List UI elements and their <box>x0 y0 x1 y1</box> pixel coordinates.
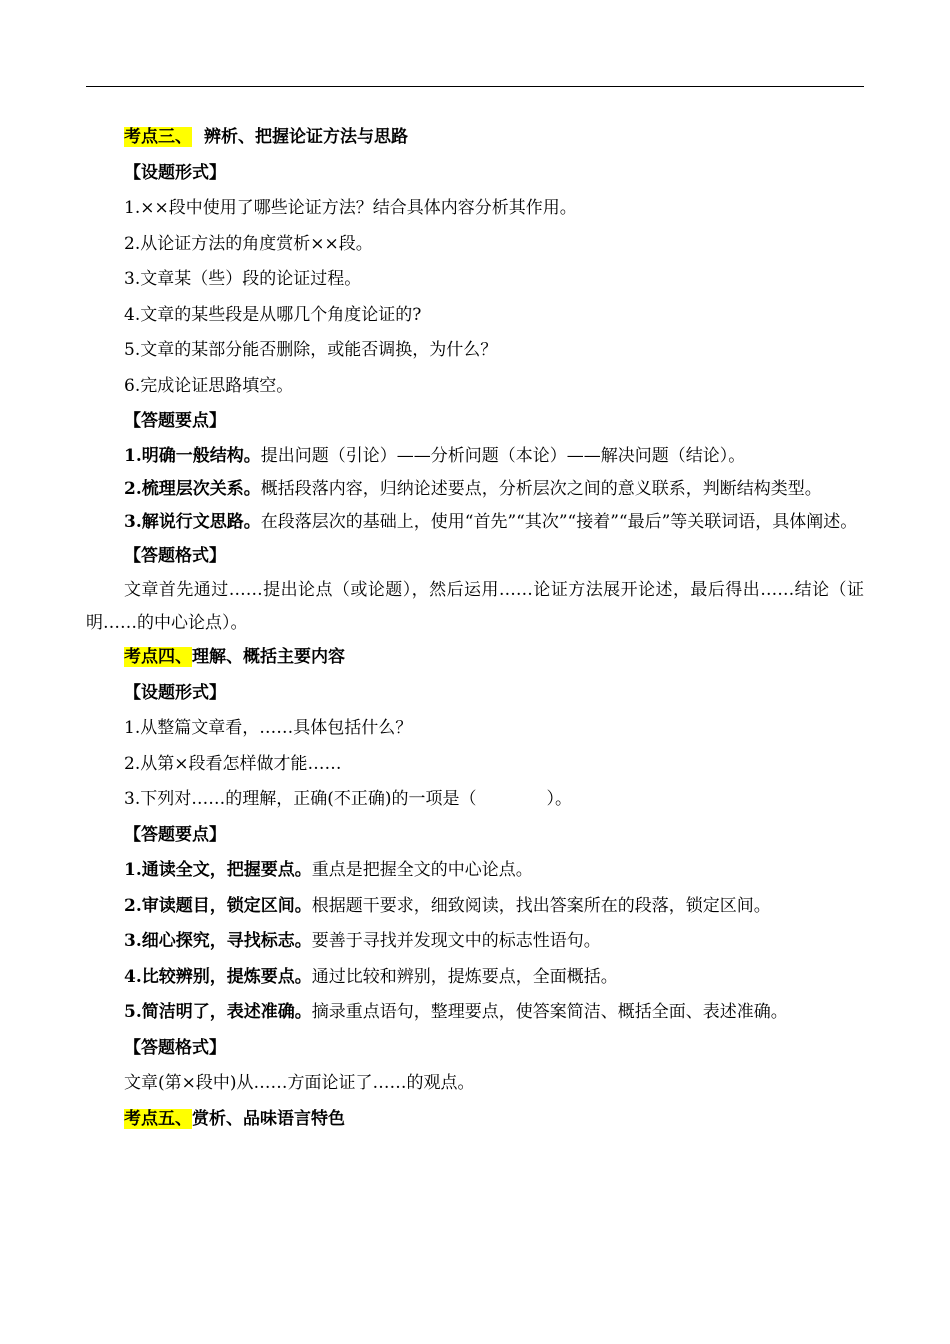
section5-label: 考点五、 <box>124 1108 192 1129</box>
section3-answer-format-heading: 【答题格式】 <box>124 545 226 566</box>
section3-question-form: 2.从论证方法的角度赏析××段。 <box>124 233 373 254</box>
answer-point-lead: 5.简洁明了，表述准确。 <box>124 1002 312 1022</box>
answer-point-text: 提出问题（引论）——分析问题（本论）——解决问题（结论）。 <box>260 445 746 466</box>
section4-question-form: 2.从第×段看怎样做才能…… <box>124 753 342 774</box>
section4-answer-point <box>86 889 864 925</box>
section3-question-form: 5.文章的某部分能否删除，或能否调换，为什么？ <box>124 340 498 360</box>
section4-answer-point <box>86 924 864 960</box>
answer-point-lead: 1.明确一般结构。 <box>124 445 261 466</box>
answer-point-text: 重点是把握全文的中心论点。 <box>311 860 533 880</box>
section4-question-forms-heading: 【设题形式】 <box>124 682 226 703</box>
section3-answer-point <box>86 473 864 506</box>
section3-question-form: 4.文章的某些段是从哪几个角度论证的? <box>124 304 422 325</box>
section3-title: 辨析、把握论证方法与思路 <box>204 127 408 147</box>
answer-point-text: 通过比较和辨别，提炼要点，全面概括。 <box>311 966 618 987</box>
section3-question-form: 1.××段中使用了哪些论证方法？结合具体内容分析其作用。 <box>124 198 577 218</box>
document-body <box>86 120 864 1137</box>
section4-answer-point <box>86 853 864 889</box>
section3-answer-points-heading: 【答题要点】 <box>124 411 226 431</box>
section3-heading <box>86 120 864 156</box>
section4-answer-point <box>86 960 864 996</box>
section4-answer-points-heading: 【答题要点】 <box>124 824 226 845</box>
section4-title: 理解、概括主要内容 <box>192 647 345 667</box>
answer-point-text: 摘录重点语句，整理要点，使答案简洁、概括全面、表述准确。 <box>311 1002 788 1022</box>
section4-heading <box>86 640 864 676</box>
section4-question-form <box>86 782 864 818</box>
section4-question-form: 1.从整篇文章看，……具体包括什么？ <box>124 718 413 738</box>
section3-answer-point <box>86 506 864 539</box>
section4-label: 考点四、 <box>124 647 192 667</box>
answer-point-lead: 4.比较辨别，提炼要点。 <box>124 966 312 987</box>
answer-point-text: 在段落层次的基础上，使用“首先”“其次”“接着”“最后”等关联词语，具体阐述。 <box>260 511 858 532</box>
section3-answer-point <box>86 440 864 473</box>
section3-question-forms-heading: 【设题形式】 <box>124 162 226 183</box>
section4-answer-format-heading: 【答题格式】 <box>124 1037 226 1058</box>
section3-question-form: 3.文章某（些）段的论证过程。 <box>124 269 362 289</box>
header-rule <box>86 86 864 87</box>
answer-point-lead: 3.细心探究，寻找标志。 <box>124 931 312 951</box>
section5-heading <box>86 1102 864 1138</box>
answer-point-lead: 2.审读题目，锁定区间。 <box>124 895 312 916</box>
question-form-close: ）。 <box>546 789 572 809</box>
answer-point-text: 要善于寻找并发现文中的标志性语句。 <box>311 931 601 951</box>
question-form-text: 3.下列对……的理解，正确(不正确)的一项是（ <box>124 789 477 809</box>
section4-answer-point <box>86 995 864 1031</box>
section5-title: 赏析、品味语言特色 <box>192 1108 345 1129</box>
answer-point-text: 根据题干要求，细致阅读，找出答案所在的段落，锁定区间。 <box>311 895 771 916</box>
section3-label: 考点三、 <box>124 127 192 147</box>
answer-point-text: 概括段落内容，归纳论述要点，分析层次之间的意义联系，判断结构类型。 <box>260 478 822 499</box>
section4-answer-format: 文章(第×段中)从……方面论证了……的观点。 <box>124 1073 475 1093</box>
answer-point-lead: 1.通读全文，把握要点。 <box>124 860 312 880</box>
answer-point-lead: 2.梳理层次关系。 <box>124 478 261 499</box>
answer-point-lead: 3.解说行文思路。 <box>124 511 261 532</box>
section3-answer-format: 文章首先通过……提出论点（或论题），然后运用……论证方法展开论述，最后得出……结论（证明……的中心论点）。 <box>86 580 864 633</box>
section3-question-form: 6.完成论证思路填空。 <box>124 375 294 396</box>
